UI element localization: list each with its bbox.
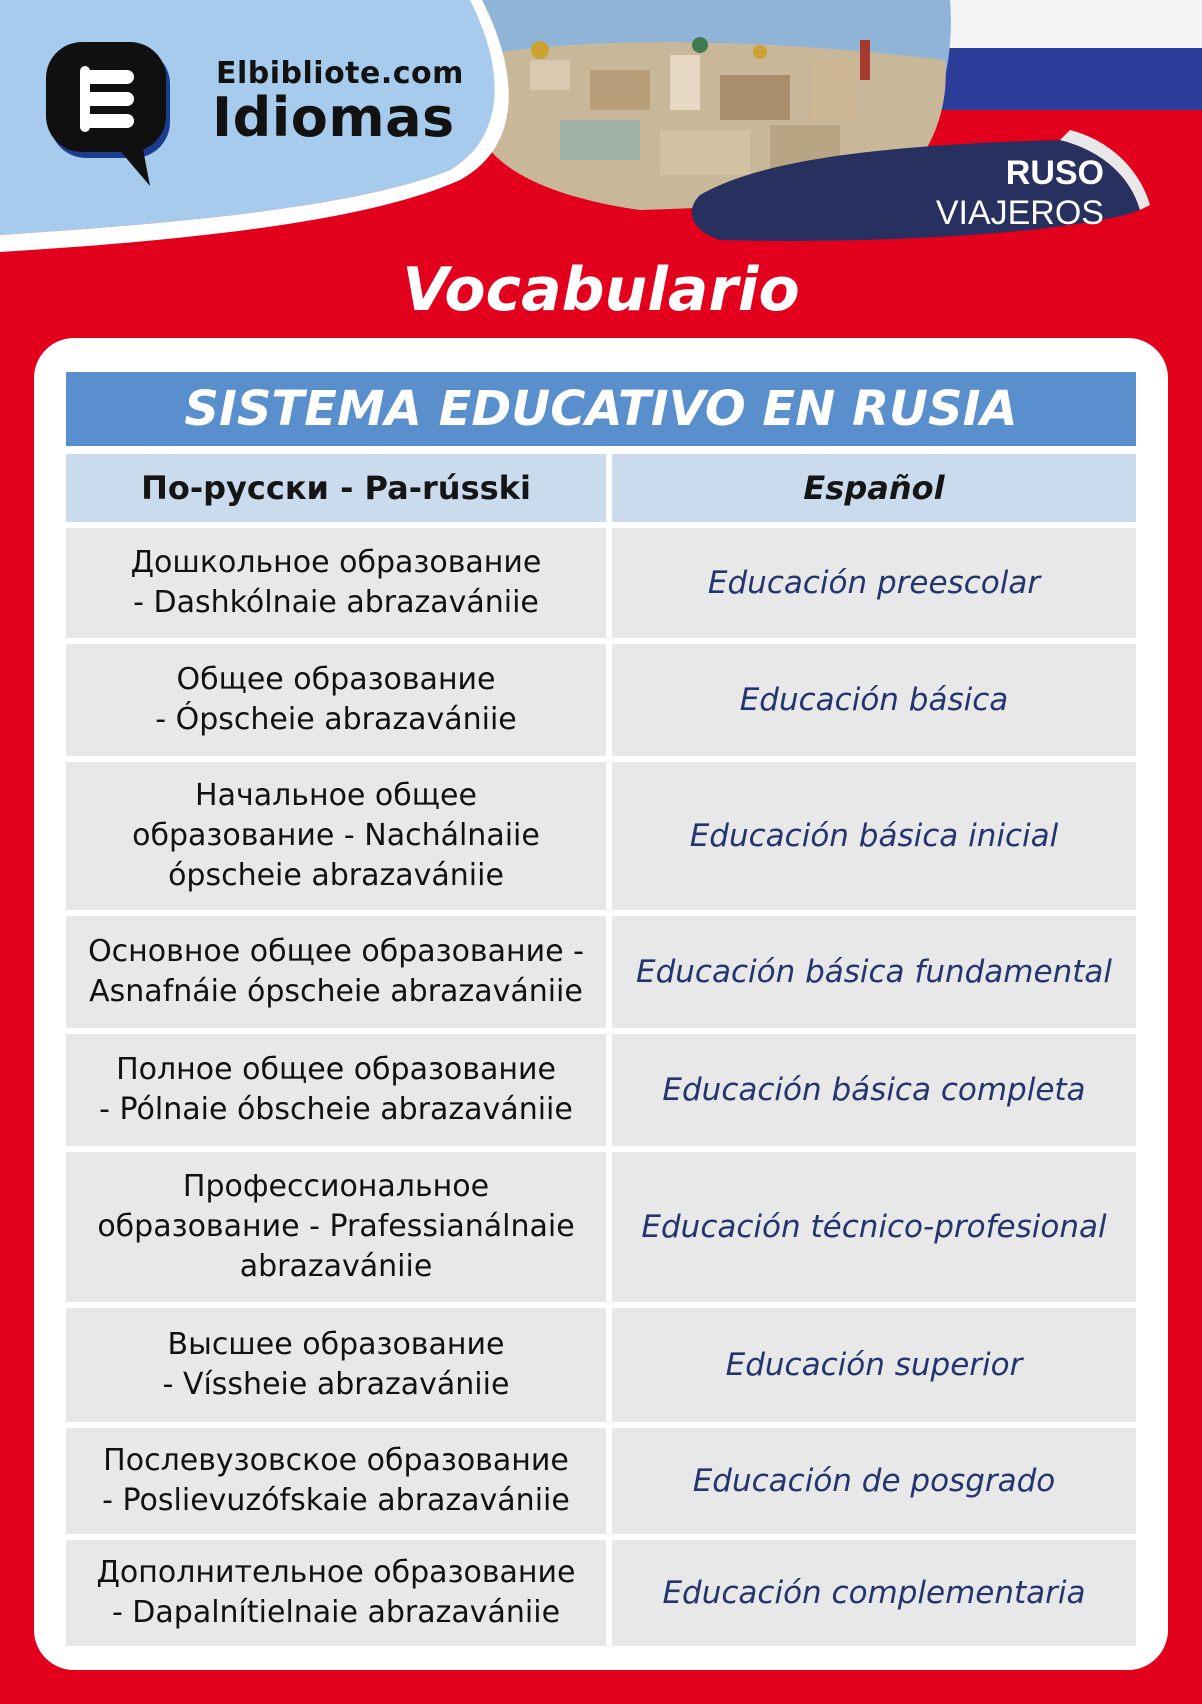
header-banner [0,0,1202,260]
badge-language: RUSO [1005,154,1104,192]
table-row [66,1152,1136,1308]
table-row [66,1308,1136,1428]
spanish-term: Educación de posgrado [612,1428,1136,1540]
russian-term: Основное общее образование - Asnafnáie ópscheie abrazavániie [66,916,612,1034]
table-row [66,528,1136,644]
brand-site: Elbibliote.com [216,56,464,91]
russian-term: Профессиональное образование - Prafessianálnaie abrazavániie [66,1152,612,1308]
brand-name: Idiomas [212,86,455,149]
chat-bubble-book-icon [46,38,176,188]
table-title: SISTEMA EDUCATIVO EN RUSIA [66,372,1136,446]
russian-term: Начальное общее образование - Nachálnaiie ópscheie abrazavániie [66,762,612,916]
vocabulary-table [66,454,1136,1652]
spanish-term: Educación básica completa [612,1034,1136,1152]
spanish-term: Educación preescolar [612,528,1136,644]
russian-term: Общее образование - Ópscheie abrazavániie [66,644,612,762]
table-row [66,1540,1136,1652]
table-row [66,1428,1136,1540]
badge-level: VIAJEROS [935,194,1104,232]
table-row [66,1034,1136,1152]
spanish-term: Educación superior [612,1308,1136,1428]
header-spanish: Español [612,454,1136,528]
russian-term: Дошкольное образование - Dashkólnaie abrazavániie [66,528,612,644]
table-row [66,644,1136,762]
russian-term: Послевузовское образование - Poslievuzófskaie abrazavániie [66,1428,612,1540]
section-title: Vocabulario [402,255,800,325]
table-header-row [66,454,1136,528]
spanish-term: Educación complementaria [612,1540,1136,1652]
spanish-term: Educación básica inicial [612,762,1136,916]
table-row [66,762,1136,916]
header-russian: По-русски - Pa-rússki [66,454,612,528]
russian-term: Полное общее образование - Pólnaie óbscheie abrazavániie [66,1034,612,1152]
russian-term: Дополнительное образование - Dapalnítielnaie abrazavániie [66,1540,612,1652]
spanish-term: Educación técnico-profesional [612,1152,1136,1308]
spanish-term: Educación básica [612,644,1136,762]
spanish-term: Educación básica fundamental [612,916,1136,1034]
table-row [66,916,1136,1034]
russian-term: Высшее образование - Víssheie abrazavániie [66,1308,612,1428]
